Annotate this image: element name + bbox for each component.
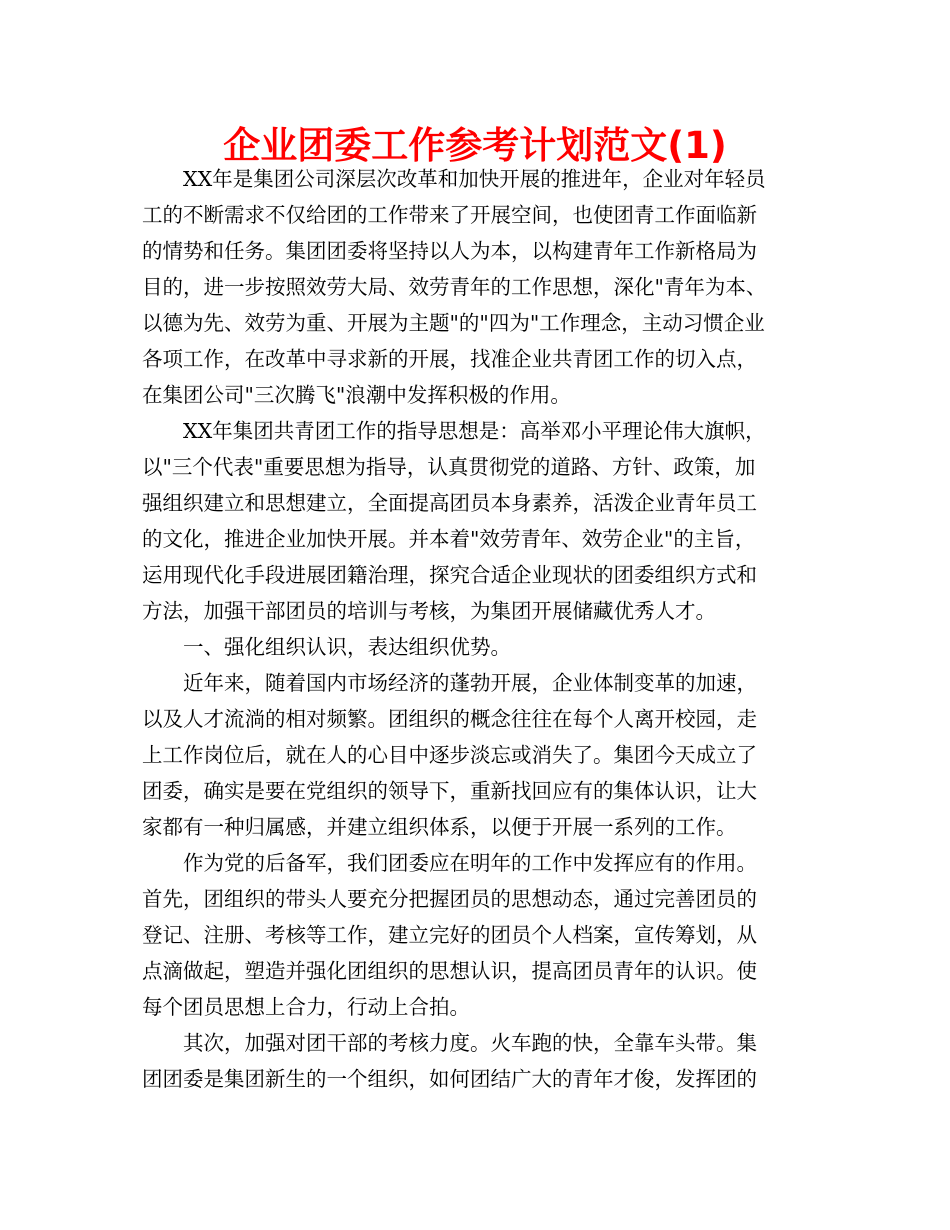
section-heading-1 [142, 629, 822, 665]
text-line: 以及人才流淌的相对频繁。团组织的概念往往在每个人离开校园，走 [142, 707, 757, 731]
paragraph-2 [142, 413, 822, 629]
text-line: 其次，加强对团干部的考核力度。火车跑的快，全靠车头带。集 [183, 1031, 757, 1055]
document-body [142, 161, 822, 1097]
text-line: 团团委是集团新生的一个组织，如何团结广大的青年才俊，发挥团的 [142, 1067, 757, 1091]
text-line: 各项工作，在改革中寻求新的开展，找准企业共青团工作的切入点， [142, 347, 757, 371]
text-line: 上工作岗位后，就在人的心目中逐步淡忘或消失了。集团今天成立了 [142, 743, 757, 767]
text-line: 以"三个代表"重要思想为指导，认真贯彻党的道路、方针、政策，加 [142, 455, 756, 479]
text-line: 近年来，随着国内市场经济的蓬勃开展，企业体制变革的加速， [183, 671, 757, 695]
text-line: 以德为先、效劳为重、开展为主题"的"四为"工作理念，主动习惯企业 [142, 311, 765, 335]
text-line: 的文化，推进企业加快开展。并本着"效劳青年、效劳企业"的主旨， [142, 527, 756, 551]
paragraph-1 [142, 161, 822, 413]
document-title: 企业团委工作参考计划范文(1) [223, 124, 727, 167]
text-line: 点滴做起，塑造并强化团组织的思想认识，提高团员青年的认识。使 [142, 959, 757, 983]
text-line: 登记、注册、考核等工作，建立完好的团员个人档案，宣传筹划，从 [142, 923, 757, 947]
text-line: 作为党的后备军，我们团委应在明年的工作中发挥应有的作用。 [183, 851, 757, 875]
text-line: XX年集团共青团工作的指导思想是：高举邓小平理论伟大旗帜， [183, 419, 766, 443]
text-line: 团委，确实是要在党组织的领导下，重新找回应有的集体认识，让大 [142, 779, 757, 803]
paragraph-4 [142, 845, 822, 1025]
text-line: 强组织建立和思想建立，全面提高团员本身素养，活泼企业青年员工 [142, 491, 757, 515]
text-line: 在集团公司"三次腾飞"浪潮中发挥积极的作用。 [142, 383, 571, 407]
paragraph-3 [142, 665, 822, 845]
text-line: 每个团员思想上合力，行动上合拍。 [142, 995, 470, 1019]
text-line: 首先，团组织的带头人要充分把握团员的思想动态，通过完善团员的 [142, 887, 757, 911]
text-line: 运用现代化手段进展团籍治理，探究合适企业现状的团委组织方式和 [142, 563, 757, 587]
text-line: 一、强化组织认识，表达组织优势。 [183, 635, 511, 659]
text-line: 工的不断需求不仅给团的工作带来了开展空间，也使团青工作面临新 [142, 203, 757, 227]
text-line: 的情势和任务。集团团委将坚持以人为本，以构建青年工作新格局为 [142, 239, 757, 263]
text-line: 家都有一种归属感，并建立组织体系，以便于开展一系列的工作。 [142, 815, 737, 839]
text-line: 方法，加强干部团员的培训与考核，为集团开展储藏优秀人才。 [142, 599, 716, 623]
paragraph-5 [142, 1025, 822, 1097]
text-line: XX年是集团公司深层次改革和加快开展的推进年，企业对年轻员 [183, 167, 766, 191]
text-line: 目的，进一步按照效劳大局、效劳青年的工作思想，深化"青年为本、 [142, 275, 767, 299]
